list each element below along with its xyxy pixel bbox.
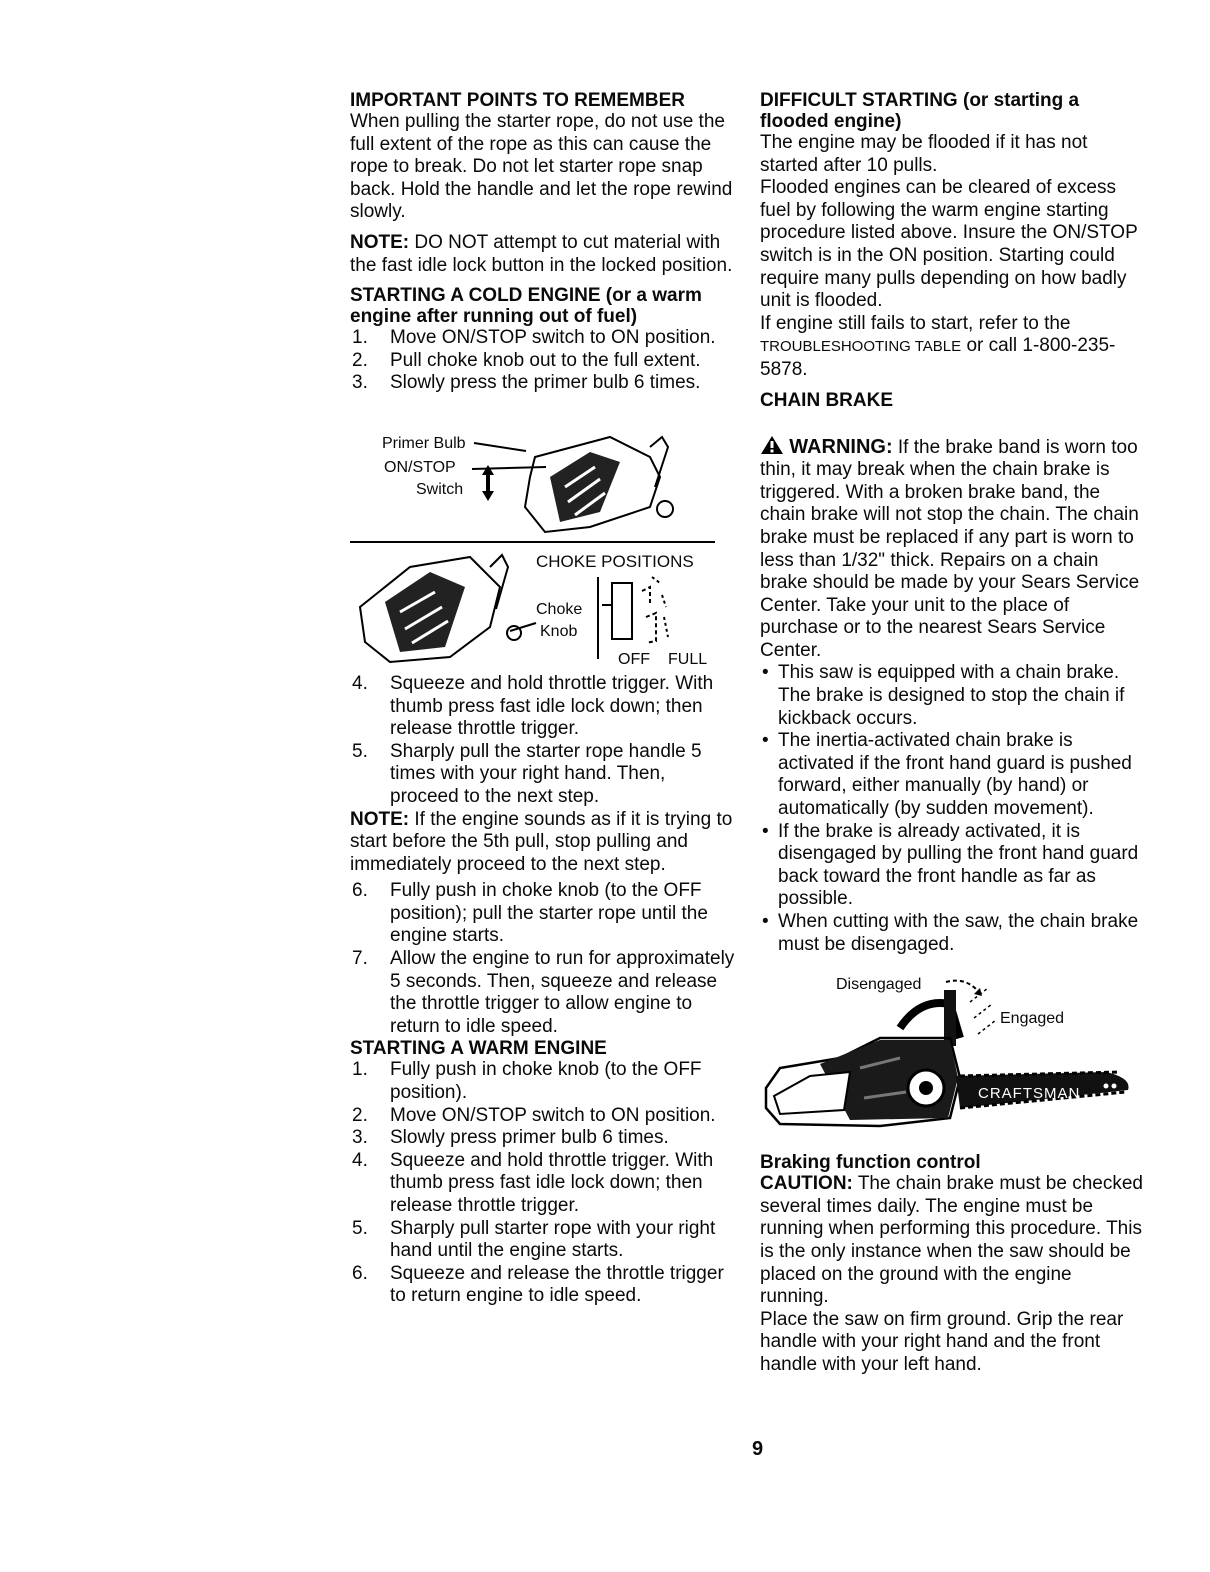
choke-label: Choke bbox=[536, 600, 583, 618]
caution-label: CAUTION: bbox=[760, 1173, 853, 1195]
list-item: 3. Slowly press the primer bulb 6 times. bbox=[352, 372, 701, 394]
disengaged-label: Disengaged bbox=[836, 976, 922, 994]
left-column bbox=[350, 90, 735, 1308]
list-item: • This saw is equipped with a chain brake. The brake is designed to stop the chain if kickback occurs. bbox=[762, 662, 1125, 729]
cold-engine-heading: STARTING A COLD ENGINE (or a warm engine after running out of fuel) bbox=[350, 285, 702, 328]
note-text: DO NOT attempt to cut material with the fast idle lock button in the locked position. bbox=[350, 231, 733, 276]
list-item: 4. Squeeze and hold throttle trigger. With thumb press fast idle lock down; then release throttle trigger. bbox=[352, 672, 714, 740]
cold-note bbox=[350, 809, 735, 877]
page-number: 9 bbox=[752, 1438, 764, 1460]
list-item: 6. Fully push in choke knob (to the OFF position); pull the starter rope until the engine starts. bbox=[352, 880, 708, 947]
important-points-text: When pulling the starter rope, do not use the full extent of the rope as this can cause the rope to break. Do not let starter rope snap back. Hold the handle and let the rope rewind slowly. bbox=[350, 111, 733, 223]
note-text: If the engine sounds as if it is trying to start before the 5th pull, stop pulling and immediately proceed to the next step. bbox=[350, 808, 733, 875]
list-item: 7. Allow the engine to run for approximately 5 seconds. Then, squeeze and release the throttle trigger to allow engine to return to idle speed. bbox=[352, 948, 735, 1037]
difficult-p1: The engine may be flooded if it has not started after 10 pulls. bbox=[760, 132, 1088, 176]
note-label: NOTE: bbox=[350, 808, 410, 830]
list-item: 2. Pull choke knob out to the full extent. bbox=[352, 349, 701, 371]
cold-steps-b bbox=[350, 673, 735, 809]
knob-label: Knob bbox=[540, 622, 578, 640]
list-item: 2. Move ON/STOP switch to ON position. bbox=[352, 1104, 716, 1126]
list-item: 1. Fully push in choke knob (to the OFF position). bbox=[352, 1059, 702, 1104]
warning-label: WARNING: bbox=[789, 435, 893, 458]
caution-paragraph bbox=[760, 1173, 1145, 1309]
cold-steps-c bbox=[350, 880, 735, 1038]
full-label: FULL bbox=[668, 650, 708, 668]
troubleshooting-ref: TROUBLESHOOTING TABLE bbox=[760, 338, 962, 356]
switch-label: Switch bbox=[416, 480, 464, 498]
difficult-p3: If engine still fails to start, refer to the TROUBLESHOOTING TABLE or call 1-800-235-5878. bbox=[760, 312, 1116, 380]
list-item: • When cutting with the saw, the chain brake must be disengaged. bbox=[762, 911, 1139, 955]
engaged-label: Engaged bbox=[1000, 1010, 1065, 1028]
warning-icon bbox=[760, 435, 784, 455]
right-column bbox=[760, 90, 1145, 1377]
braking-p2: Place the saw on firm ground. Grip the rear handle with your right hand and the front handle with your left hand. bbox=[760, 1308, 1124, 1375]
warning-paragraph bbox=[760, 435, 1145, 663]
brake-bullets bbox=[760, 662, 1145, 956]
choke-positions-figure bbox=[350, 547, 735, 669]
caution-text: The chain brake must be checked several times daily. The engine must be running when performing this procedure. This is the only instance when the saw should be placed on the ground with the engine running. bbox=[760, 1173, 1143, 1308]
onstop-label: ON/STOP bbox=[384, 458, 456, 476]
braking-function-heading: Braking function control bbox=[760, 1152, 981, 1174]
important-points-heading: IMPORTANT POINTS TO REMEMBER bbox=[350, 90, 685, 111]
difficult-starting-heading: DIFFICULT STARTING (or starting a flooded engine) bbox=[760, 90, 1080, 132]
warning-text: If the brake band is worn too thin, it may break when the chain brake is triggered. With a broken brake band, the chain brake will not stop the chain. The chain brake must be replaced if any part is worn to less than 1/32" thick. Repairs on a chain brake should be made by your Sears Service Center. Take your unit to the place of purchase or to the nearest Sears Service Center. bbox=[760, 436, 1140, 661]
off-label: OFF bbox=[618, 650, 650, 668]
note-label: NOTE: bbox=[350, 231, 410, 253]
list-item: 5. Sharply pull the starter rope handle 5 times with your right hand. Then, proceed to the next step. bbox=[352, 740, 702, 807]
chainsaw-drawing bbox=[760, 968, 1145, 1136]
phone-number: 1-800-235-5878. bbox=[760, 335, 1116, 380]
cold-steps-a bbox=[350, 327, 735, 395]
list-item: 4. Squeeze and hold throttle trigger. With thumb press fast idle lock down; then release throttle trigger. bbox=[352, 1149, 714, 1216]
list-item: 1. Move ON/STOP switch to ON position. bbox=[352, 327, 716, 349]
chain-brake-figure bbox=[760, 968, 1145, 1136]
list-item: 6. Squeeze and release the throttle trigger to return engine to idle speed. bbox=[352, 1262, 724, 1307]
warm-engine-heading: STARTING A WARM ENGINE bbox=[350, 1038, 607, 1060]
list-item: • The inertia-activated chain brake is activated if the front hand guard is pushed forward, either manually (by hand) or automatically (by sudden movement). bbox=[762, 730, 1132, 820]
difficult-p2: Flooded engines can be cleared of excess fuel by following the warm engine starting procedure listed above. Insure the ON/STOP switch is in the ON position. Starting could require many pulls depending on how badly unit is flooded. bbox=[760, 177, 1138, 312]
warm-steps bbox=[350, 1059, 735, 1308]
primer-bulb-label: Primer Bulb bbox=[382, 434, 466, 452]
list-item: 3. Slowly press primer bulb 6 times. bbox=[352, 1127, 669, 1149]
chain-brake-heading: CHAIN BRAKE bbox=[760, 389, 893, 411]
list-item: • If the brake is already activated, it is disengaged by pulling the front hand guard back toward the front handle as far as possible. bbox=[762, 820, 1139, 910]
brand-mark: CRAFTSMAN bbox=[978, 1085, 1081, 1103]
important-note bbox=[350, 232, 735, 277]
choke-drawing bbox=[350, 547, 735, 669]
list-item: 5. Sharply pull starter rope with your right hand until the engine starts. bbox=[352, 1217, 716, 1262]
primer-switch-figure bbox=[350, 417, 735, 543]
choke-positions-title: CHOKE POSITIONS bbox=[536, 551, 694, 571]
primer-switch-drawing bbox=[350, 417, 735, 543]
